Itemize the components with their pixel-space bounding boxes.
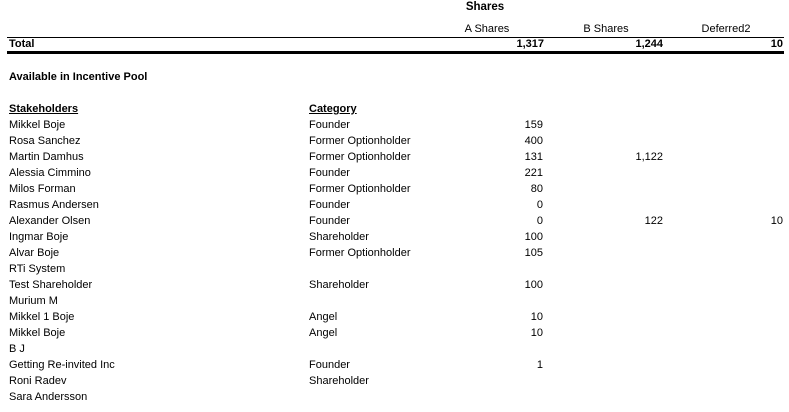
stakeholder-name: B J	[9, 343, 25, 355]
table-row	[0, 231, 789, 247]
a-shares-value: 10	[530, 327, 543, 339]
table-row	[0, 199, 789, 215]
category-header: Category	[309, 103, 357, 115]
stakeholder-category: Founder	[309, 359, 350, 371]
stakeholder-category: Angel	[309, 327, 338, 339]
a-shares-value: 1	[536, 359, 543, 371]
table-row	[0, 391, 789, 407]
stakeholder-name: RTi System	[9, 263, 66, 275]
deferred2-value: 10	[770, 215, 783, 227]
a-shares-value: 10	[530, 311, 543, 323]
a-shares-value: 0	[536, 199, 543, 211]
incentive-pool-label: Available in Incentive Pool	[9, 71, 148, 83]
a-shares-value: 221	[524, 167, 543, 179]
stakeholder-category: Founder	[309, 119, 350, 131]
table-row	[0, 295, 789, 311]
stakeholder-name: Mikkel 1 Boje	[9, 311, 75, 323]
stakeholder-category: Former Optionholder	[309, 151, 411, 163]
table-row	[0, 359, 789, 375]
total-b-shares: 1,244	[635, 38, 663, 50]
stakeholder-name: Rosa Sanchez	[9, 135, 81, 147]
column-header-a-shares: A Shares	[464, 23, 510, 35]
stakeholder-category: Shareholder	[309, 231, 369, 243]
total-a-shares: 1,317	[516, 38, 544, 50]
a-shares-value: 400	[524, 135, 543, 147]
a-shares-value: 0	[536, 215, 543, 227]
stakeholder-name: Alessia Cimmino	[9, 167, 91, 179]
stakeholder-category: Angel	[309, 311, 338, 323]
stakeholder-name: Milos Forman	[9, 183, 76, 195]
stakeholder-category: Shareholder	[309, 279, 369, 291]
a-shares-value: 159	[524, 119, 543, 131]
stakeholder-name: Rasmus Andersen	[9, 199, 99, 211]
table-row	[0, 279, 789, 295]
column-header-b-shares: B Shares	[583, 23, 629, 35]
table-row	[0, 247, 789, 263]
table-row	[0, 375, 789, 391]
a-shares-value: 100	[524, 279, 543, 291]
stakeholder-name: Mikkel Boje	[9, 119, 66, 131]
a-shares-value: 131	[524, 151, 543, 163]
stakeholder-category: Former Optionholder	[309, 135, 411, 147]
stakeholder-name: Sara Andersson	[9, 391, 88, 403]
stakeholder-category: Former Optionholder	[309, 183, 411, 195]
table-row	[0, 311, 789, 327]
b-shares-value: 122	[644, 215, 663, 227]
table-row	[0, 151, 789, 167]
stakeholder-category: Former Optionholder	[309, 247, 411, 259]
table-row	[0, 183, 789, 199]
shares-title: Shares	[465, 1, 505, 13]
a-shares-value: 105	[524, 247, 543, 259]
table-row	[0, 119, 789, 135]
stakeholder-category: Founder	[309, 215, 350, 227]
stakeholder-name: Mikkel Boje	[9, 327, 66, 339]
stakeholders-header: Stakeholders	[9, 103, 79, 115]
stakeholder-name: Roni Radev	[9, 375, 67, 387]
stakeholder-name: Test Shareholder	[9, 279, 93, 291]
total-label: Total	[9, 38, 35, 50]
table-row	[0, 135, 789, 151]
column-header-deferred2: Deferred2	[701, 23, 751, 35]
table-row	[0, 167, 789, 183]
stakeholder-name: Alexander Olsen	[9, 215, 91, 227]
a-shares-value: 100	[524, 231, 543, 243]
stakeholder-name: Martin Damhus	[9, 151, 84, 163]
stakeholder-name: Ingmar Boje	[9, 231, 69, 243]
a-shares-value: 80	[530, 183, 543, 195]
b-shares-value: 1,122	[635, 151, 663, 163]
stakeholder-name: Getting Re-invited Inc	[9, 359, 115, 371]
table-row	[0, 215, 789, 231]
stakeholder-category: Founder	[309, 167, 350, 179]
table-row	[0, 343, 789, 359]
total-deferred2: 10	[770, 38, 783, 50]
table-row	[0, 263, 789, 279]
stakeholder-name: Murium M	[9, 295, 58, 307]
table-row	[0, 327, 789, 343]
stakeholder-category: Shareholder	[309, 375, 369, 387]
stakeholder-name: Alvar Boje	[9, 247, 60, 259]
total-bottom-rule	[7, 51, 784, 54]
stakeholder-category: Founder	[309, 199, 350, 211]
